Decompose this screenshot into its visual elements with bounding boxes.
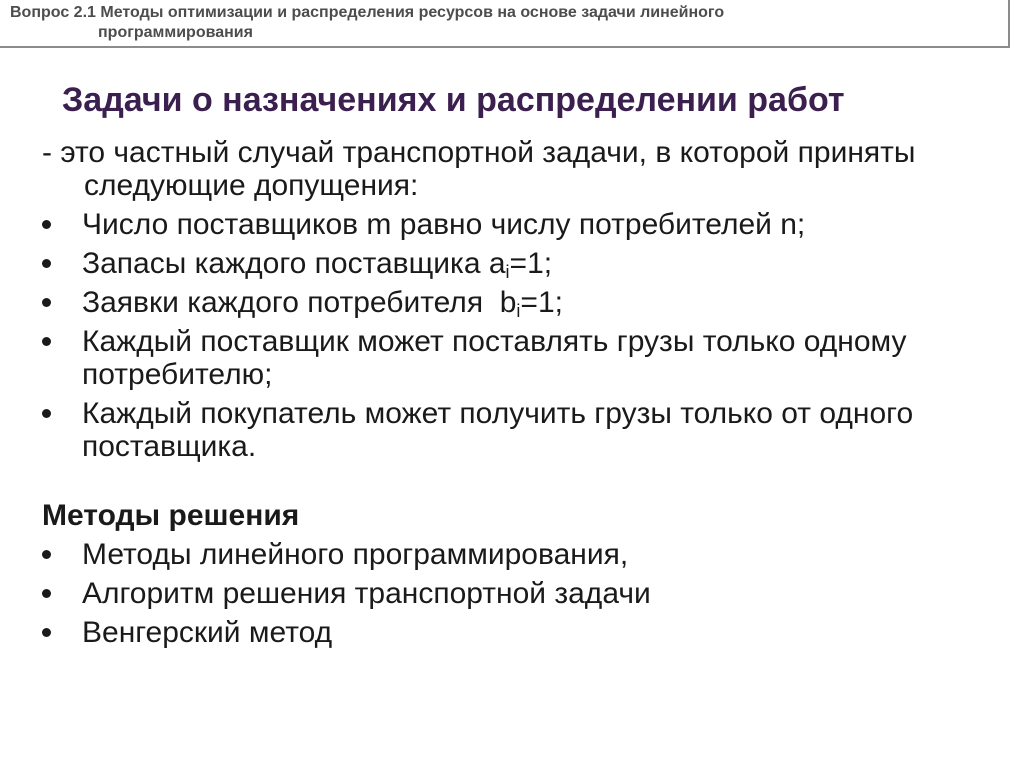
list-item-text: Заявки каждого потребителя b <box>82 286 517 319</box>
bullet-icon <box>42 259 51 268</box>
slide-header <box>0 0 1024 48</box>
bullet-icon <box>42 550 51 559</box>
list-item-text: Каждый поставщик может поставлять грузы только одному потребителю; <box>82 325 907 391</box>
list-item-text: Каждый покупатель может получить грузы только от одного поставщика. <box>82 397 914 463</box>
subscript: i <box>516 301 521 321</box>
bullet-icon <box>42 337 51 346</box>
list-item-text: Запасы каждого поставщика a <box>82 247 506 280</box>
list-item <box>42 208 1002 241</box>
methods-heading: Методы решения <box>42 499 300 532</box>
list-item-text: =1; <box>509 247 553 280</box>
header-line-2: программирования <box>98 24 253 41</box>
header-divider-vertical <box>1008 0 1010 48</box>
bullet-icon <box>42 589 51 598</box>
list-item <box>42 577 1002 610</box>
list-item <box>42 616 1002 649</box>
list-item-text: Венгерский метод <box>82 616 333 649</box>
intro-text: - это частный случай транспортной задачи, в которой приняты следующие допущения: <box>42 136 916 202</box>
bullet-icon <box>42 220 51 229</box>
slide-content <box>42 136 1002 655</box>
list-item <box>42 538 1002 571</box>
header-text <box>10 3 1000 43</box>
list-item-text: Методы линейного программирования, <box>82 538 629 571</box>
list-item-text: Алгоритм решения транспортной задачи <box>82 577 651 610</box>
subscript: i <box>505 262 510 282</box>
assumptions-list <box>42 208 1002 463</box>
bullet-icon <box>42 628 51 637</box>
list-item <box>42 286 1002 319</box>
list-item <box>42 397 1002 463</box>
list-item <box>42 325 1002 391</box>
header-line-1: Вопрос 2.1 Методы оптимизации и распределения ресурсов на основе задачи линейного <box>10 4 725 21</box>
bullet-icon <box>42 409 51 418</box>
list-item-text: =1; <box>520 286 563 319</box>
header-divider <box>0 46 1010 48</box>
methods-list <box>42 538 1002 649</box>
list-item <box>42 247 1002 280</box>
bullet-icon <box>42 298 51 307</box>
slide-title: Задачи о назначениях и распределении работ <box>62 81 845 119</box>
list-item-text: Число поставщиков m равно числу потребителей n; <box>82 208 806 241</box>
